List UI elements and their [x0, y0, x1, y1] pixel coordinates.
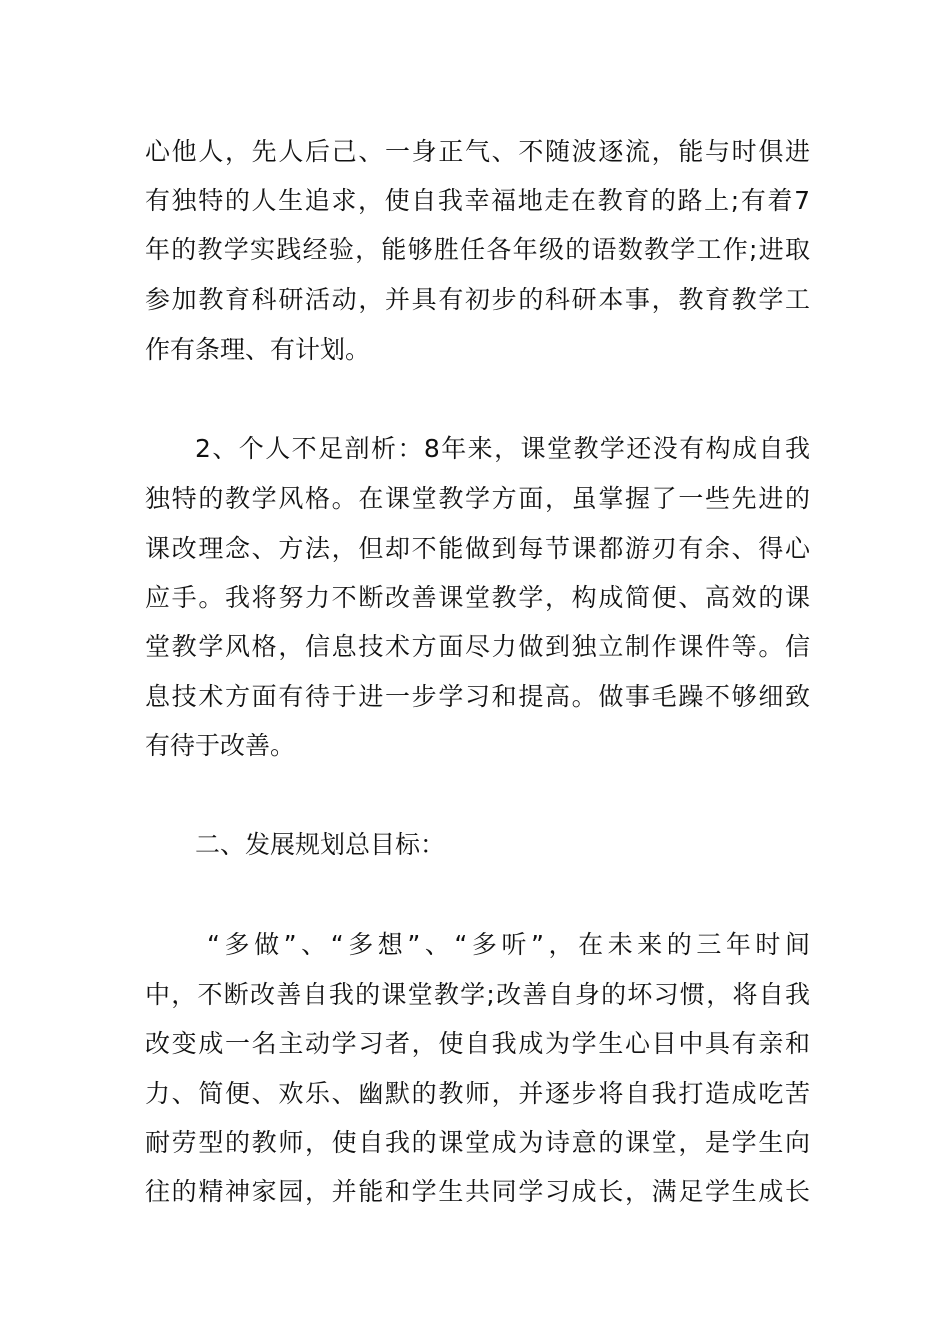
text-line: 中，不断改善自我的课堂教学;改善自身的坏习惯，将自我 [145, 980, 810, 1009]
text-line: 改变成一名主动学习者，使自我成为学生心目中具有亲和 [145, 1029, 810, 1058]
text-line: 堂教学风格，信息技术方面尽力做到独立制作课件等。信 [145, 632, 810, 661]
text-line: 独特的教学风格。在课堂教学方面，虽掌握了一些先进的 [145, 484, 810, 513]
text-line: 有待于改善。 [145, 731, 296, 760]
section-heading: 二、发展规划总目标： [195, 830, 446, 859]
text-line: 课改理念、方法，但却不能做到每节课都游刃有余、得心 [145, 534, 810, 563]
text-line: 应手。我将努力不断改善课堂教学，构成简便、高效的课 [145, 583, 810, 612]
text-line: 息技术方面有待于进一步学习和提高。做事毛躁不够细致 [145, 682, 810, 711]
text-line: 耐劳型的教师，使自我的课堂成为诗意的课堂，是学生向 [145, 1128, 810, 1157]
text-line: 心他人，先人后己、一身正气、不随波逐流，能与时俱进 [145, 137, 810, 166]
text-line: 力、简便、欢乐、幽默的教师，并逐步将自我打造成吃苦 [145, 1079, 810, 1108]
text-line: 有独特的人生追求，使自我幸福地走在教育的路上;有着7 [145, 186, 810, 215]
text-line: 往的精神家园，并能和学生共同学习成长，满足学生成长 [145, 1177, 810, 1206]
text-line: 作有条理、有计划。 [145, 335, 371, 364]
text-line: “多做”、“多想”、“多听”，在未来的三年时间 [207, 930, 810, 959]
section-heading-line: 2、个人不足剖析：8年来，课堂教学还没有构成自我 [195, 434, 810, 463]
text-line: 年的教学实践经验，能够胜任各年级的语数教学工作;进取 [145, 235, 810, 264]
text-line: 参加教育科研活动，并具有初步的科研本事，教育教学工 [145, 285, 810, 314]
